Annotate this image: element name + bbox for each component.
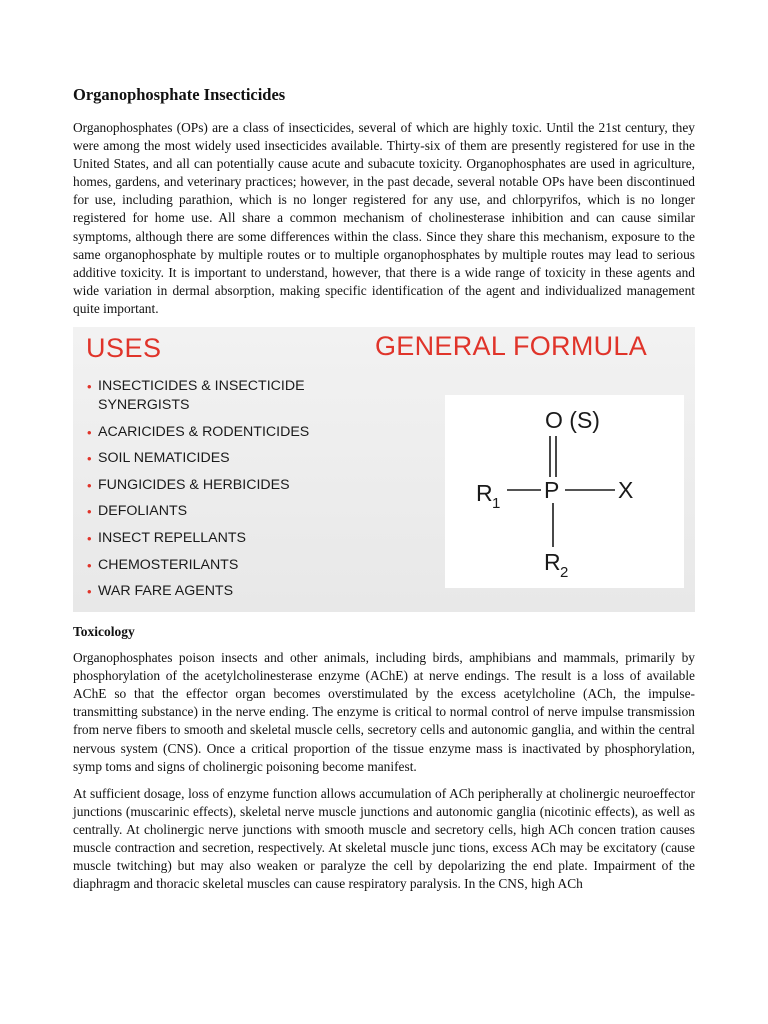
toxicology-paragraph: At sufficient dosage, loss of enzyme function allows accumulation of ACh peripherally at cholinergic neuroeffector junctions (muscarinic effects), skeletal nerve muscle junctions and autonomic ganglia (nicotinic effects), as well as centrally. At cholinergic nerve junctions with smooth muscle and secretory cells, high ACh concen tration causes muscle contraction and secretion, respectively. At skeletal muscle junc tions, excess ACh may be excitatory (cause muscle twitching) but may also weaken or paralyze the cell by depolarizing the end plate. Impairment of the diaphragm and thoracic skeletal muscles can cause respiratory paralysis. In the CNS, high ACh: [73, 785, 695, 892]
formula-bottom-subscript: 2: [560, 564, 569, 582]
bullet-icon: •: [87, 504, 92, 520]
bullet-icon: •: [87, 477, 92, 493]
bullet-icon: •: [87, 584, 92, 600]
uses-list-item: • INSECT REPELLANTS: [87, 530, 246, 546]
bullet-icon: •: [87, 557, 92, 573]
uses-list-item: • INSECTICIDES & INSECTICIDE SYNERGISTS: [87, 378, 305, 414]
formula-center-atom: P: [544, 477, 560, 504]
document-page: [73, 84, 695, 902]
general-formula-diagram: [445, 395, 684, 588]
uses-list-item: • CHEMOSTERILANTS: [87, 556, 239, 573]
uses-title: USES: [86, 333, 162, 364]
bullet-icon: •: [87, 424, 92, 440]
page-title: Organophosphate Insecticides: [73, 85, 286, 104]
uses-list-item: • SOIL NEMATICIDES: [87, 450, 230, 467]
uses-list-item: • WAR FARE AGENTS: [87, 583, 234, 600]
uses-list: [87, 377, 387, 609]
bullet-icon: •: [87, 379, 92, 395]
toxicology-paragraph: Organophosphates poison insects and other animals, including birds, amphibians and mammals, primarily by phosphorylation of the acetylcholinesterase enzyme (AChE) at nerve endings. The result is a loss of available AChE so that the effector organ becomes overstimulated by the excess acetylcholine (ACh, the impulse-transmitting substance) in the nerve ending. The enzyme is critical to normal control of nerve impulse transmission from nerve fibers to smooth and skeletal muscle cells, secretory cells and autonomic ganglia, and within the central nervous system (CNS). Once a critical proportion of the tissue enzyme mass is inactivated by phosphorylation, symp toms and signs of cholinergic poisoning become manifest.: [73, 650, 695, 774]
formula-title: GENERAL FORMULA: [375, 331, 648, 362]
formula-left-group: R: [476, 480, 493, 507]
formula-top-group: O (S): [545, 407, 600, 434]
formula-right-group: X: [618, 477, 634, 504]
formula-structure: [445, 395, 684, 588]
formula-bottom-group: R: [544, 549, 561, 576]
intro-paragraph: Organophosphates (OPs) are a class of insecticides, several of which are highly toxic. Until the 21st century, they were among the most widely used insecticides available. Thirty-six of them are presently registered for use in the United States, and all can potentially cause acute and subacute toxicity. Organophosphates are used in agriculture, homes, gardens, and veterinary practices; however, in the past decade, several notable OPs have been discontinued for use, including parathion, which is no longer registered for any use, and chlorpyrifos, which is no longer registered for home use. All share a common mechanism of cholinesterase inhibition and can cause similar symptoms, although there are some differences within the class. Since they share this mechanism, exposure to the same organophosphate by multiple routes or to multiple organophosphates by multiple routes may lead to serious additive toxicity. It is important to understand, however, that there is a wide range of toxicity in these agents and wide variation in dermal absorption, making specific identification of the agent and individualized management quite important.: [73, 120, 695, 316]
formula-left-subscript: 1: [492, 495, 501, 513]
uses-list-item: • DEFOLIANTS: [87, 503, 188, 520]
uses-list-item: • ACARICIDES & RODENTICIDES: [87, 423, 310, 440]
uses-list-item: • FUNGICIDES & HERBICIDES: [87, 476, 290, 493]
section-heading-toxicology: Toxicology: [73, 624, 135, 640]
bullet-icon: •: [87, 451, 92, 467]
uses-formula-figure: [73, 327, 695, 612]
bullet-icon: •: [87, 531, 92, 546]
